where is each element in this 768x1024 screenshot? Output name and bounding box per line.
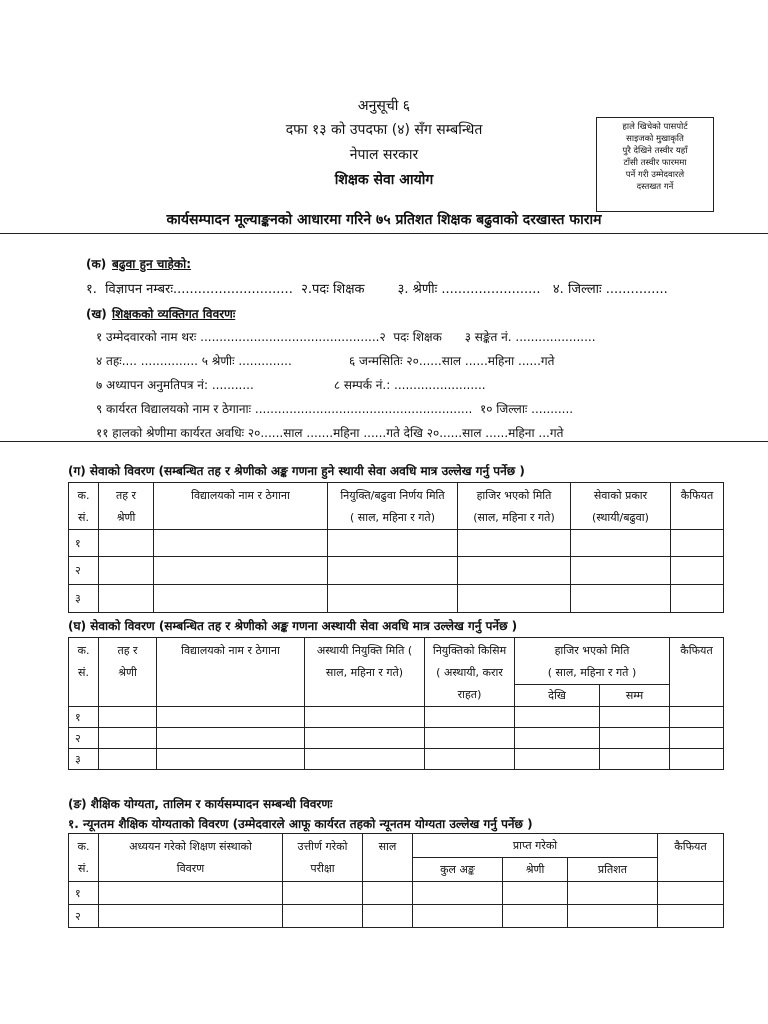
promotion-line: १. विज्ञापन नम्बरः............................. २.पदः शिक्षक ३. श्रेणीः ........................ ४. जिल्लाः ............... [86,282,668,297]
table-row [69,728,724,749]
header-serial: क. सं. [69,834,99,882]
section-ka-heading: बढुवा हुन चाहेको: [112,257,191,271]
header-serial: क. सं. [69,483,99,530]
divider [0,233,768,234]
section-kha-heading: शिक्षकको व्यक्तिगत विवरणः [112,307,236,321]
qualification-table [68,833,724,928]
section-kha-number: (ख) [86,307,107,321]
row-number: २ [69,905,99,928]
header-percentage: प्रतिशत [568,858,658,882]
header-division: श्रेणी [503,858,568,882]
schedule-label: अनुसूची ६ [357,98,411,114]
header-attendance-date: हाजिर भएको मिति (साल, महिना र गते) [458,483,571,530]
table-row [69,557,724,585]
header-temp-appointment-date: अस्थायी नियुक्ति मिति ( साल, महिना र गते) [305,638,425,707]
row-number: १ [69,707,99,728]
table-row [69,530,724,557]
photo-box-line: हाले खिचेको पासपोर्ट [622,122,688,132]
personal-info-line: १ उम्मेदवारको नाम थरः ...............................................२ पदः शिक्षक ३ सङ्केत नं. ..................... [96,330,596,344]
header-institution: अध्ययन गरेको शिक्षण संस्थाको विवरण [99,834,283,882]
photo-box-line: पुरै देखिने तस्वीर यहाँ [622,146,688,156]
photo-box-line: दस्तखत गर्ने [636,182,674,192]
commission-name: शिक्षक सेवा आयोग [334,172,434,188]
row-number: २ [69,728,99,749]
header-from: देखि [515,685,600,707]
photo-box [596,117,714,212]
header-appointment-date: नियुक्ति/बढुवा निर्णय मिति ( साल, महिना र गते) [328,483,458,530]
header-remarks: कैफियत [658,834,724,882]
header-serial: क. सं. [69,638,99,707]
row-number: ३ [69,749,99,770]
header-level: तह र श्रेणी [99,483,154,530]
header-level: तह र श्रेणी [99,638,157,707]
table-row [69,707,724,728]
header-remarks: कैफियत [671,483,724,530]
section-nga-subheading: १. न्यूनतम शैक्षिक योग्यताको विवरण (उम्मेदवारले आफू कार्यरत तहको न्यूनतम योग्यता उल्लेख गर्नु पर्नेछ ) [68,817,533,831]
header-appointment-type: नियुक्तिको किसिम ( अस्थायी, करार राहत) [425,638,515,707]
row-number: १ [69,530,99,557]
personal-info-line: ७ अध्यापन अनुमतिपत्र नं: ........... ८ सम्पर्क नं.: ........................ [96,378,486,392]
rule-reference: दफा १३ को उपदफा (४) सँग सम्बन्धित [285,122,483,138]
header-obtained: प्राप्त गरेको [413,834,658,858]
photo-box-line: टाँसी तस्वीर फारममा [623,158,687,168]
row-number: १ [69,882,99,905]
row-number: २ [69,557,99,585]
section-ga-heading: (ग) सेवाको विवरण (सम्बन्धित तह र श्रेणीको अङ्क गणना हुने स्थायी सेवा अवधि मात्र उल्लेख गर्नु पर्नेछ ) [68,464,525,478]
temporary-service-table [68,637,724,770]
personal-info-line: ४ तहः.... ............... ५ श्रेणीः .............. ६ जन्मसितिः २०......साल ......महिना ......गते [96,354,555,368]
personal-info-line: ११ हालको श्रेणीमा कार्यरत अवधिः २०......साल .......महिना ......गते देखि २०......साल ......महिना ...गते [96,426,564,440]
table-row [69,905,724,928]
table-header-row [69,483,724,530]
header-total-marks: कुल अङ्क [413,858,503,882]
table-row [69,882,724,905]
header-service-type: सेवाको प्रकार (स्थायी/बढुवा) [571,483,671,530]
table-header-row [69,638,724,685]
header-school: विद्यालयको नाम र ठेगाना [154,483,328,530]
row-number: ३ [69,585,99,613]
government-name: नेपाल सरकार [349,147,419,163]
permanent-service-table [68,482,724,613]
header-school: विद्यालयको नाम र ठेगाना [157,638,305,707]
header-exam: उत्तीर्ण गरेको परीक्षा [283,834,363,882]
photo-box-line: साइजको मुखाकृति [626,134,684,144]
header-to: सम्म [600,685,670,707]
header-attendance-date: हाजिर भएको मिति ( साल, महिना र गते ) [515,638,670,685]
header-year: साल [363,834,413,882]
personal-info-line: ९ कार्यरत विद्यालयको नाम र ठेगानाः ......................................................... १० जिल्लाः ........... [96,402,574,416]
divider [0,441,768,442]
table-header-row [69,834,724,858]
section-nga-heading: (ङ) शैक्षिक योग्यता, तालिम र कार्यसम्पादन सम्बन्धी विवरणः [68,797,333,811]
table-row [69,749,724,770]
photo-box-line: पर्ने गरी उम्मेदवारले [625,170,685,180]
section-ka-number: (क) [86,257,107,271]
header-remarks: कैफियत [670,638,724,707]
section-gha-heading: (घ) सेवाको विवरण (सम्बन्धित तह र श्रेणीको अङ्क गणना अस्थायी सेवा अवधि मात्र उल्लेख गर्नु पर्नेछ ) [68,619,518,633]
table-row [69,585,724,613]
form-title: कार्यसम्पादन मूल्याङ्कनको आधारमा गरिने ७५ प्रतिशत शिक्षक बढुवाको दरखास्त फाराम [166,212,602,228]
